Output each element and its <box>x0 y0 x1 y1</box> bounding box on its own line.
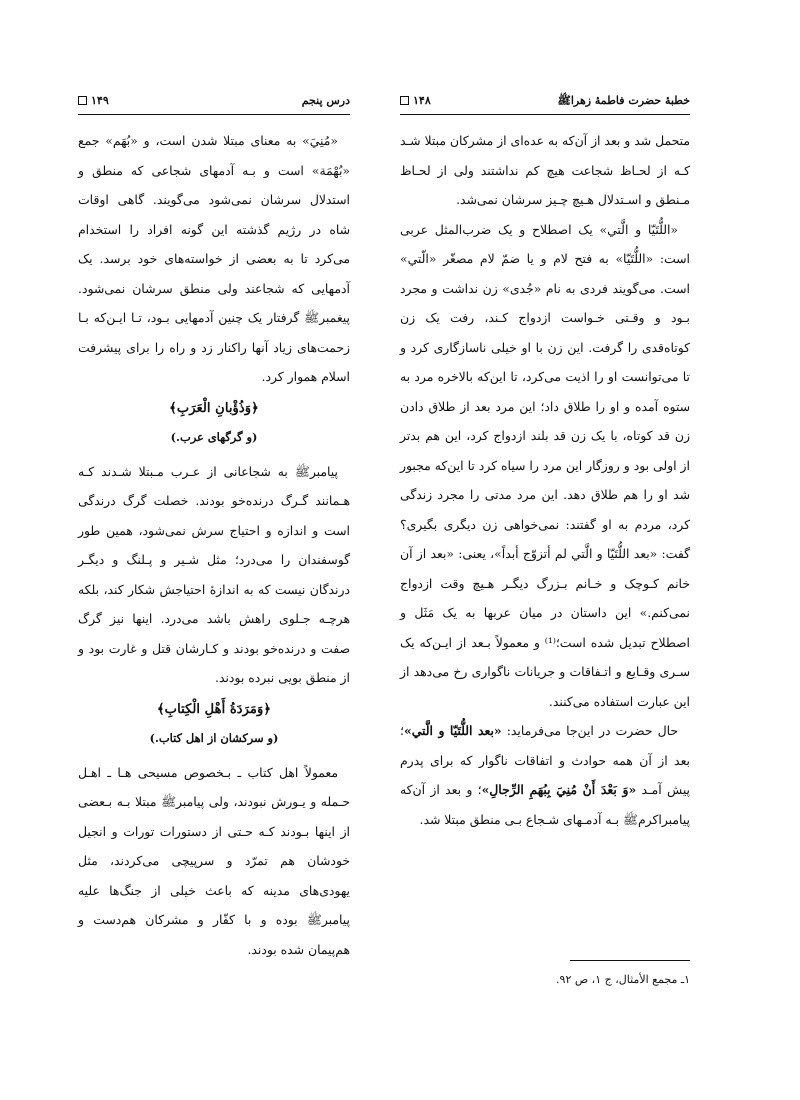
paragraph: «اللُّتَيّا و الَّتي» یک اصطلاح و یک ضرب‌المثل عربی است: «اللُّتَيّا» به فتح لام و یا ضمّ لام مصغّر «الّتي» است. می‌گویند فردی به نام «جُدی» زن نداشت و مجرد بـود و وقـتی خـواست ازدواج کـند، رفت یک زن کوتاه‌قدی را گرفت. این زن با او خیلی ناسازگاری کرد و تا می‌توانست او را اذیت می‌کرد، تا این‌که بالاخره مرد به ستوه آمده و او را طلاق داد؛ این مرد بعد از طلاق دادن زن قد کوتاه، با یک زن قد بلند ازدواج کرد، این هم بدتر از اولی بود و روزگار این مرد را سیاه کرد تا این‌که مجبور شد او را هم طلاق دهد. این مرد مدتی را مجرد زندگی کرد، مردم به او گفتند: نمی‌خواهی زن دیگری بگیری؟ گفت: «بعد اللُّتَيّا و الَّتي لم أتزوّج أبداً»، یعنی: «بعد از آن خانم کـوچک و خـانم بـزرگ دیگـر هـیچ وقت ازدواج نمی‌کنم.» این داستان در میان عربها به یک مَثَل و اصطلاح تبدیل شده است؛⁽¹⁾ و معمولاً بـعد از ایـن‌که یک سـری وقـایع و اتـفاقات و جریانات ناگواری رخ می‌دهد از این عبارت استفاده می‌کنند. <box>400 221 690 709</box>
text-run: ؛ و بعد از آن‌که پیامبراکرمﷺ بـه آدمـهای شـجاع بـی منطق مبتلا شد. <box>400 782 690 827</box>
paragraph <box>400 716 690 834</box>
book-title: خطبهٔ حضرت فاطمهٔ زهراﷺ <box>557 94 690 107</box>
verse-heading: ﴿وَذُؤْبانِ الْعَرَبِ﴾ <box>169 400 259 416</box>
paragraph: پیامبرﷺ به شجاعانی از عـرب مـبتلا شـدند کـه هـمانند گـرگ درنده‌خو بودند. خصلت گرگ درندگی است و اندازه و احتیاج سرش نمی‌شود، همین طور گوسفندان را می‌درد؛ مثل شـیر و پـلنگ و دیگـر درندگان نیست که به اندازهٔ احتیاجش شکار کند، بلکه هرچـه جـلوی راهش باشد می‌درد. اینها نیز گرگ صفت و درنده‌خو بودند و کـارشان قتل و غارت بود و از منطق بویی نبرده بودند. <box>78 463 350 685</box>
square-icon <box>400 96 409 105</box>
page-body <box>78 126 350 964</box>
running-head <box>78 88 350 115</box>
verse-translation: (و سرکشان از اهل کتاب.) <box>149 731 279 745</box>
page-number-group <box>78 94 109 107</box>
paragraph: متحمل شد و بعد از آن‌که به عده‌ای از مشرکان مبتلا شـد کـه از لحـاظ شجاعت هیچ کم نداشتند ولی از لحـاظ مـنطق و اسـتدلال هـیچ چـیز سرشان نمی‌شد. <box>400 133 690 207</box>
page-number: ۱۴۹ <box>91 94 109 107</box>
verse-heading: ﴿وَمَرَدَةُ أَهْلِ الْكِتابِ﴾ <box>156 701 272 717</box>
left-page <box>78 0 350 1100</box>
footnote: ۱ـ مجمع الأمثال، ج ۱، ص ۹۲. <box>556 973 690 987</box>
paragraph: «مُنِيَ» به معنای مبتلا شدن است، و «بُهَم» جمع «بُهْمَة» است و بـه آدمهای شجاعی که منطق و استدلال سرشان نمی‌شود می‌گویند. گاهی اوقات شاه در رژیم گذشته این گونه افراد را استخدام می‌کرد تا به بعضی از خواسته‌های خود برسد. یک آدمهایی که شجاعند ولی منطق سرشان نمی‌شود. پیغمبرﷺ گرفتار یک چنین آدمهایی بـود، تـا ایـن‌که بـا زحمت‌های زیاد آنها راکنار زد و راه را برای پیشرفت اسلام هموار کرد. <box>78 133 350 384</box>
quoted-phrase: «وَ بَعْدَ أَنْ مُنِيَ بِبُهَمِ الرِّجالِ» <box>481 782 637 797</box>
page-number: ۱۴۸ <box>413 94 431 107</box>
quoted-phrase: «بعد اللُّتَيّا و الَّتي» <box>403 723 502 738</box>
square-icon <box>78 96 87 105</box>
text-run: حال حضرت در این‌جا می‌فرماید: <box>501 723 679 738</box>
footnote-area <box>400 960 690 986</box>
footnote-divider <box>570 960 690 961</box>
right-page <box>400 0 690 1100</box>
text-run: ؛ بعد از آن همه حوادث و اتفاقات ناگوار که برای پدرم پیش آمـد <box>400 723 691 797</box>
chapter-title: درس پنجم <box>301 94 350 107</box>
running-head <box>400 88 690 115</box>
page-number-group <box>400 94 431 107</box>
page-body <box>400 126 690 834</box>
paragraph: معمولاً اهل کتاب ـ بـخصوص مسیحی هـا ـ اهـل حـمله و یـورش نبودند، ولی پیامبرﷺ مبتلا بـه بـعضی از اینها بـودند کـه حـتی از دستورات تورات و انجیل خودشان هم تمرّد و سرپیچی می‌کردند، مثل یهودی‌های مدینه که باعث خیلی از جنگ‌ها علیه پیامبرﷺ بوده و با کفّار و مشرکان هم‌دست و هم‌پیمان شده بودند. <box>78 764 350 957</box>
verse-translation: (و گرگهای عرب.) <box>170 430 258 444</box>
